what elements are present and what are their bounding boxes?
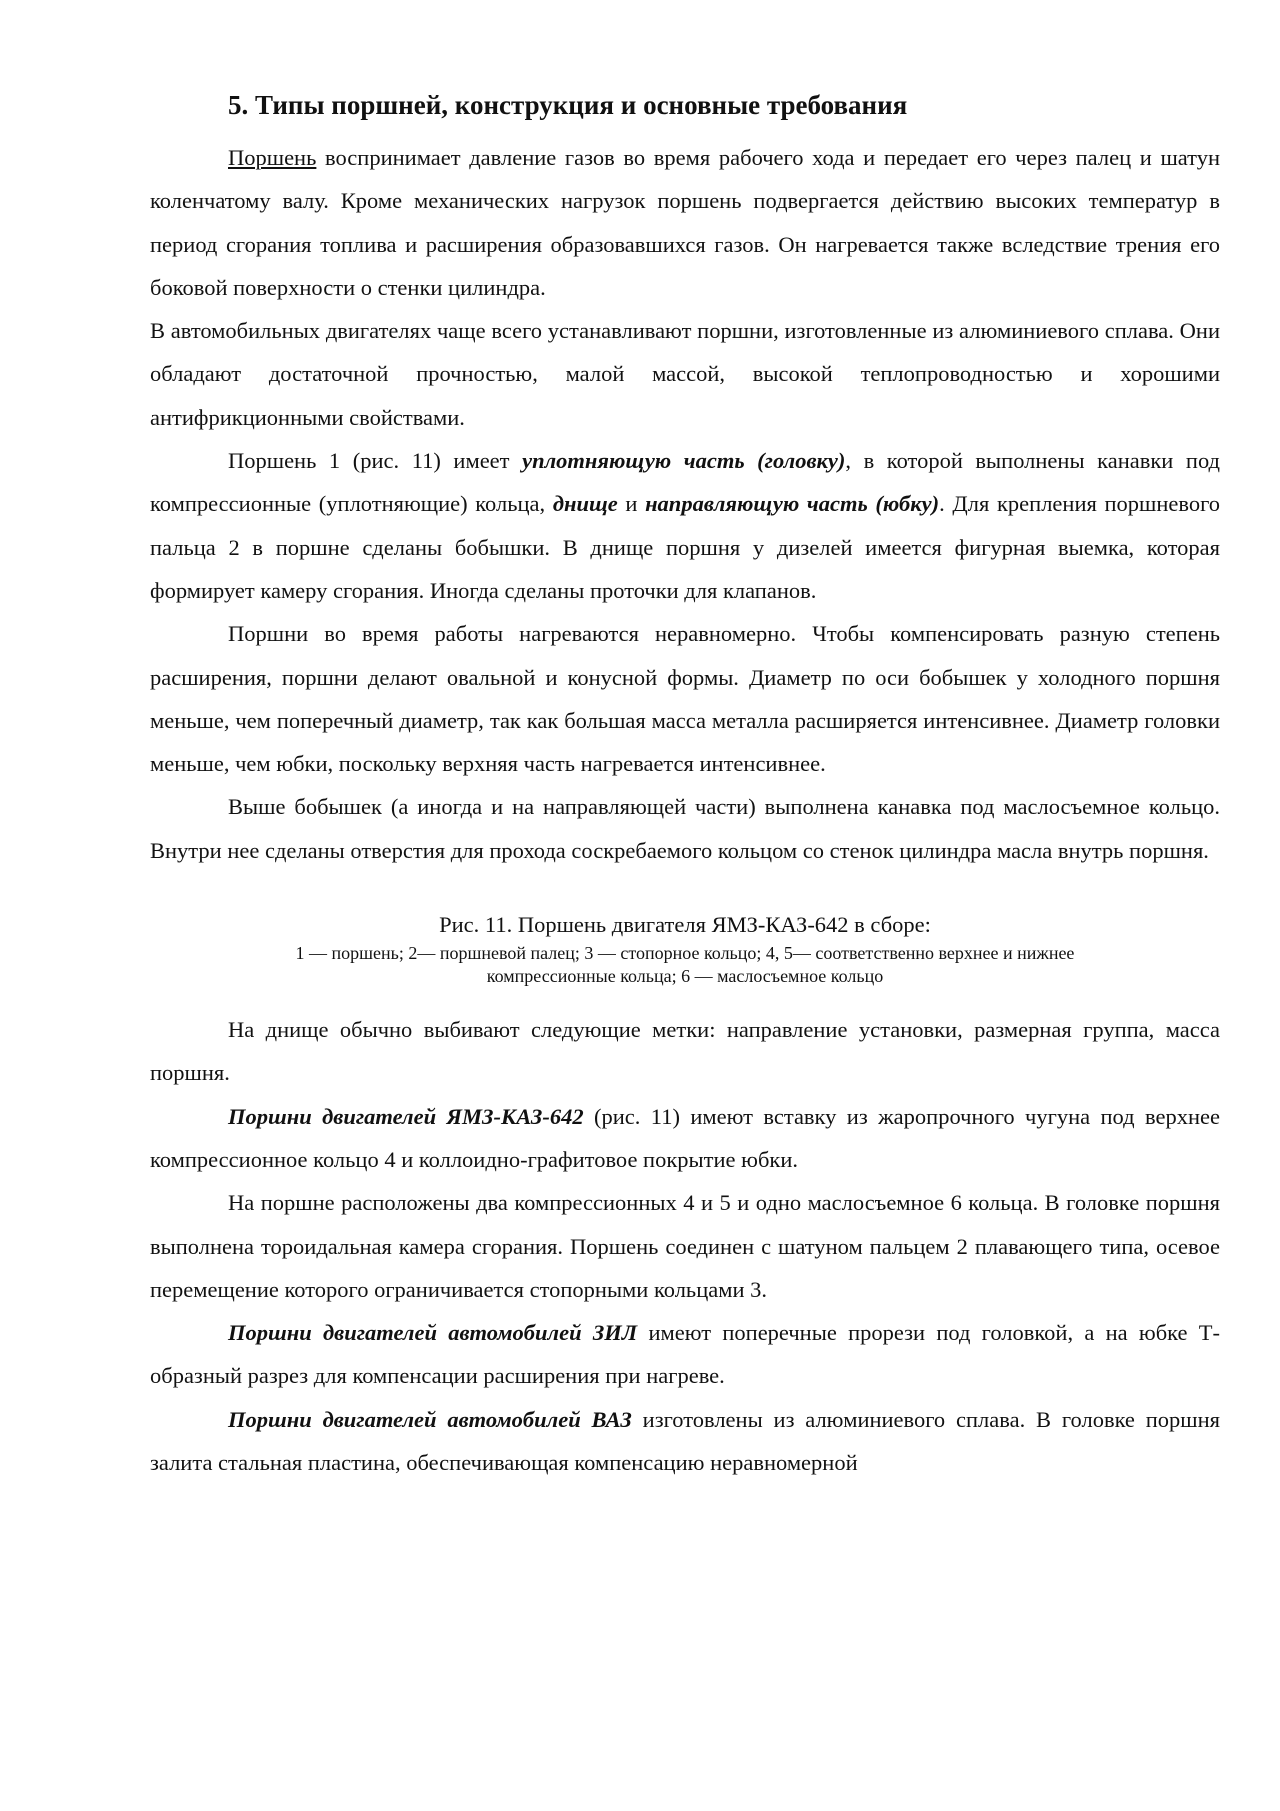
text-run: изготовлены из алюминиевого сплава. В головке поршня залита стальная пластина, обеспечивающая компенсацию неравномерной <box>150 1406 1220 1476</box>
term-crown: днище <box>552 491 618 517</box>
figure-caption: Рис. 11. Поршень двигателя ЯМЗ-КАЗ-642 в сборе: <box>439 912 931 938</box>
figure-legend <box>150 942 1220 988</box>
paragraph-uneven-heating: Поршни во время работы нагреваются неравномерно. Чтобы компенсировать разную степень расширения, поршни делают овальной и конусной формы. Диаметр по оси бобышек у холодного поршня меньше, чем поперечный диаметр, так как большая масса металла расширяется интенсивнее. Диаметр головки меньше, чем юбки, поскольку верхняя часть нагревается интенсивнее. <box>150 621 1220 777</box>
paragraph-piston-intro <box>150 136 1220 309</box>
section-heading: 5. Типы поршней, конструкция и основные требования <box>228 90 908 120</box>
text-run: и <box>617 491 646 517</box>
text-run: , в которой выполнены канавки под компрессионные (уплотняющие) кольца, <box>150 448 1220 517</box>
text-run: Поршень 1 (рис. 11) имеет <box>228 448 523 474</box>
paragraph-piston-parts <box>150 439 1220 612</box>
paragraph-crown-marks: На днище обычно выбивают следующие метки: направление установки, размерная группа, масса поршня. <box>150 1017 1220 1086</box>
paragraph-oil-ring-groove: Выше бобышек (а иногда и на направляющей части) выполнена канавка под маслосъемное кольцо. Внутри нее сделаны отверстия для прохода соскребаемого кольцом со стенок цилиндра масла внутрь поршня. <box>150 794 1220 863</box>
paragraph-zil-pistons <box>150 1311 1220 1398</box>
document-page <box>150 88 1220 1484</box>
text-run: имеют поперечные прорези под головкой, а на юбке Т-образный разрез для компенсации расширения при нагреве. <box>150 1320 1220 1389</box>
term-sealing-part: уплотняющую часть (головку) <box>522 448 846 474</box>
piston-link[interactable]: Поршень <box>228 145 317 170</box>
paragraph-aluminium: В автомобильных двигателях чаще всего устанавливают поршни, изготовленные из алюминиевого сплава. Они обладают достаточной прочностью, малой массой, высокой теплопроводностью и хорошими антифрикционными свойствами. <box>150 318 1220 430</box>
term-skirt: направляющую часть (юбку) <box>645 491 940 517</box>
paragraph-yamz-pistons <box>150 1095 1220 1182</box>
paragraph-rings: На поршне расположены два компрессионных 4 и 5 и одно маслосъемное 6 кольца. В головке поршня выполнена тороидальная камера сгорания. Поршень соединен с шатуном пальцем 2 плавающего типа, осевое перемещение которого ограничивается стопорными кольцами 3. <box>150 1190 1220 1302</box>
figure-legend-line: компрессионные кольца; 6 — маслосъемное кольцо <box>486 966 884 987</box>
term-vaz-pistons: Поршни двигателей автомобилей ВАЗ <box>228 1406 632 1432</box>
figure-legend-line: 1 — поршень; 2— поршневой палец; 3 — стопорное кольцо; 4, 5— соответственно верхнее и нижнее <box>295 943 1075 964</box>
text-run: . Для крепления поршневого пальца 2 в поршне сделаны бобышки. В днище поршня у дизелей имеется фигурная выемка, которая формирует камеру сгорания. Иногда сделаны проточки для клапанов. <box>150 491 1221 603</box>
text-run: (рис. 11) имеют вставку из жаропрочного чугуна под верхнее компрессионное кольцо 4 и коллоидно-графитовое покрытие юбки. <box>150 1103 1220 1172</box>
paragraph-text: воспринимает давление газов во время рабочего хода и передает его через палец и шатун коленчатому валу. Кроме механических нагрузок поршень подвергается действию высоких температур в период сгорания топлива и расширения образовавшихся газов. Он нагревается также вследствие трения его боковой поверхности о стенки цилиндра. <box>150 145 1220 300</box>
paragraph-vaz-pistons <box>150 1398 1220 1485</box>
term-yamz-pistons: Поршни двигателей ЯМЗ-КАЗ-642 <box>228 1103 584 1129</box>
term-zil-pistons: Поршни двигателей автомобилей ЗИЛ <box>228 1320 638 1346</box>
